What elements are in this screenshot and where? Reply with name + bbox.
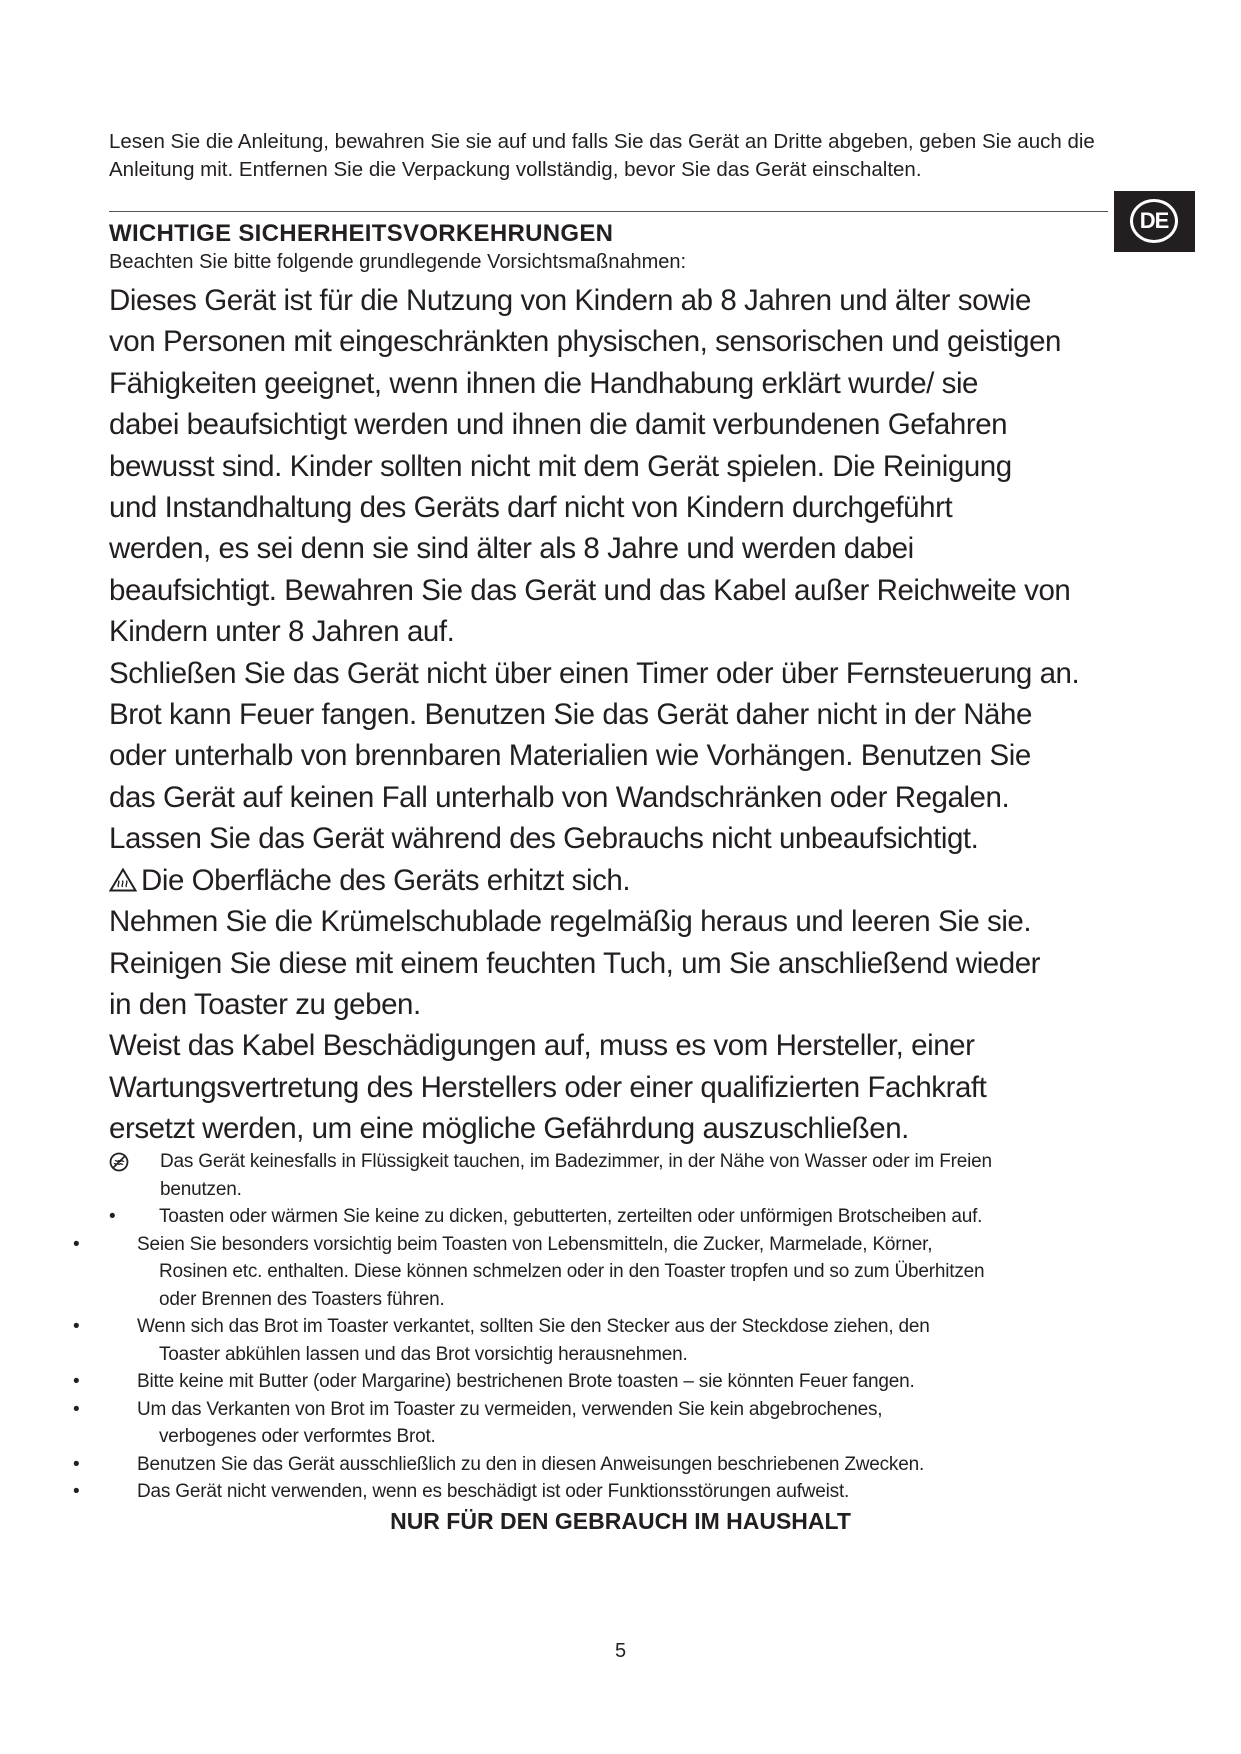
list-item: • Seien Sie besonders vorsichtig beim Toasten von Lebensmitteln, die Zucker, Marmelade, Körner, Rosinen etc. enthalten. Diese können schmelzen oder in den Toaster tropfen und so zum Überhitzen oder Brennen des Toasters führen. (109, 1231, 1119, 1314)
bullet-marker: • (73, 1233, 80, 1255)
intro-line: Lesen Sie die Anleitung, bewahren Sie sie auf und falls Sie das Gerät an Dritte abgeben, geben Sie auch die (109, 130, 1095, 153)
section-divider (109, 211, 1108, 212)
bullet-marker: • (73, 1371, 80, 1392)
crumb-tray-paragraph: Nehmen Sie die Krümelschublade regelmäßig heraus und leeren Sie sie. Reinigen Sie diese mit einem feuchten Tuch, um Sie anschließend wieder in den Toaster zu geben. (109, 905, 1041, 1021)
bullet-marker: • (73, 1316, 80, 1337)
children-usage-paragraph: Dieses Gerät ist für die Nutzung von Kindern ab 8 Jahren und älter sowie von Personen mit eingeschränkten physischen, sensorischen und geistigen Fähigkeiten geeignet, wenn ihnen die Handhabung erklärt wurde/ sie dabei beaufsichtigt werden und ihnen die damit verbundenen Gefahren bewusst sind. Kinder sollten nicht mit dem Gerät spielen. Die Reinigung und Instandhaltung des Geräts darf nicht von Kindern durchgeführt werden, es sei denn sie sind älter als 8 Jahre und werden dabei beaufsichtigt. Bewahren Sie das Gerät und das Kabel außer Reichweite von Kindern unter 8 Jahren auf. (109, 284, 1071, 649)
hot-surface-warning: Die Oberfläche des Geräts erhitzt sich. (109, 860, 1134, 901)
list-item: Das Gerät keinesfalls in Flüssigkeit tauchen, im Badezimmer, in der Nähe von Wasser oder im Freien benutzen. (109, 1148, 1119, 1203)
bullet-marker: • (73, 1398, 80, 1420)
list-item: • Um das Verkanten von Brot im Toaster zu vermeiden, verwenden Sie kein abgebrochenes, verbogenes oder verformtes Brot. (109, 1396, 1119, 1451)
list-item: • Benutzen Sie das Gerät ausschließlich zu den in diesen Anweisungen beschriebenen Zwecken. (109, 1451, 1119, 1479)
no-immersion-icon (109, 1152, 129, 1172)
fire-warning-paragraph: Brot kann Feuer fangen. Benutzen Sie das Gerät daher nicht in der Nähe oder unterhalb von brennbaren Materialien wie Vorhängen. Benutzen Sie das Gerät auf keinen Fall unterhalb von Wandschränken oder Regalen. (109, 698, 1032, 814)
section-subheading: Beachten Sie bitte folgende grundlegende Vorsichtsmaßnahmen: (109, 251, 687, 273)
list-item: • Das Gerät nicht verwenden, wenn es beschädigt ist oder Funktionsstörungen aufweist. (109, 1478, 1119, 1506)
hot-surface-warning-icon (109, 868, 137, 892)
list-item: • Wenn sich das Brot im Toaster verkantet, sollten Sie den Stecker aus der Steckdose ziehen, den Toaster abkühlen lassen und das Brot vorsichtig herausnehmen. (109, 1313, 1119, 1368)
language-badge: DE (1130, 199, 1178, 243)
section-heading: WICHTIGE SICHERHEITSVORKEHRUNGEN (109, 220, 614, 247)
supervision-warning: Lassen Sie das Gerät während des Gebrauchs nicht unbeaufsichtigt. (109, 822, 979, 856)
page-number: 5 (614, 1640, 627, 1662)
intro-text (109, 128, 1119, 184)
bullet-marker: • (73, 1453, 80, 1475)
timer-warning: Schließen Sie das Gerät nicht über einen Timer oder über Fernsteuerung an. (109, 656, 1080, 690)
language-tab (1114, 191, 1195, 252)
household-use-note: NUR FÜR DEN GEBRAUCH IM HAUSHALT (390, 1508, 851, 1534)
list-item: • Toasten oder wärmen Sie keine zu dicken, gebutterten, zerteilten oder unförmigen Brotscheiben auf. (109, 1203, 1119, 1231)
cable-damage-paragraph: Weist das Kabel Beschädigungen auf, muss es vom Hersteller, einer Wartungsvertretung des Herstellers oder einer qualifizierten Fachkraft ersetzt werden, um eine mögliche Gefährdung auszuschließen. (109, 1029, 987, 1146)
bullet-marker: • (73, 1481, 80, 1502)
safety-instructions (109, 280, 1134, 1150)
bullet-list (73, 1148, 1119, 1506)
bullet-marker: • (109, 1206, 116, 1227)
list-item: • Bitte keine mit Butter (oder Margarine) bestrichenen Brote toasten – sie könnten Feuer fangen. (109, 1368, 1119, 1396)
intro-line: Anleitung mit. Entfernen Sie die Verpackung vollständig, bevor Sie das Gerät einschalten. (109, 158, 922, 181)
